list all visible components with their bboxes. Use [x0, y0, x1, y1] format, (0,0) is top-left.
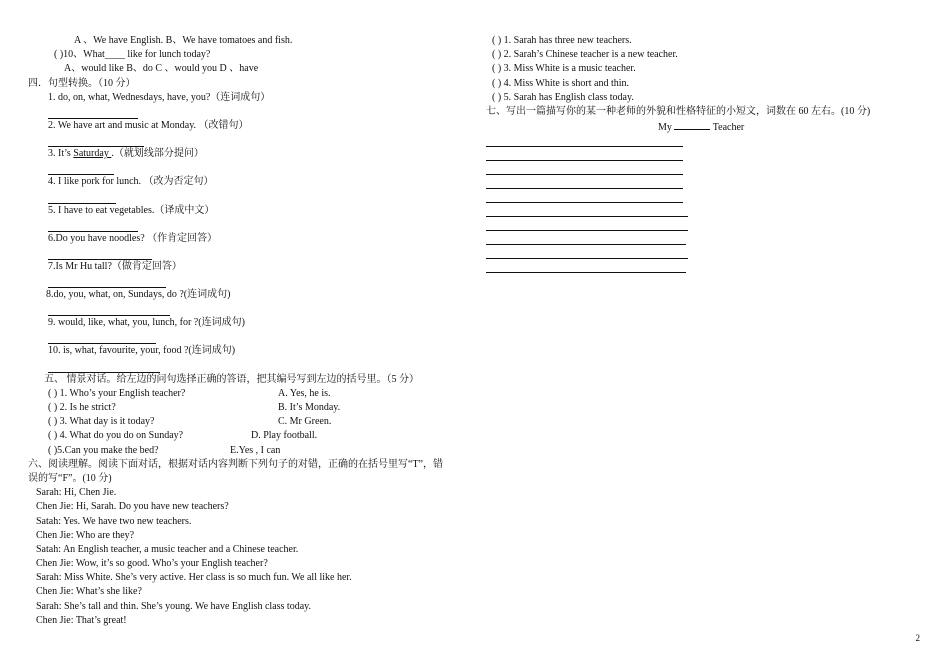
answer-line[interactable]: [48, 246, 152, 260]
dialogue-line: Satah: An English teacher, a music teacher and a Chinese teacher.: [36, 543, 299, 555]
tf-item-2: ( ) 2. Sarah’s Chinese teacher is a new teacher.: [492, 49, 678, 61]
dialogue-line: Chen Jie: Who are they?: [36, 529, 135, 541]
section-7-title: 七、写出一篇描写你的某一种老师的外貌和性格特征的小短文，词数在 60 左右。(10 分): [486, 105, 871, 117]
answer-line[interactable]: [48, 161, 114, 175]
essay-title-pre: My: [658, 122, 675, 134]
essay-line[interactable]: [486, 217, 688, 231]
section-6-title-line-1: 六、阅读理解。阅读下面对话，根据对话内容判断下列句子的对错，正确的在括号里写“T”，错: [28, 458, 443, 470]
left-column: [28, 34, 478, 628]
dialogue-match-row: [28, 429, 478, 443]
essay-line[interactable]: [486, 175, 683, 189]
right-column: [486, 34, 926, 273]
dialogue-line: Chen Jie: That’s great!: [36, 614, 127, 626]
answer-line[interactable]: [48, 105, 138, 119]
essay-line[interactable]: [486, 203, 688, 217]
dialogue-line: Sarah: Miss White. She’s very active. Her class is so much fun. We all like her.: [36, 572, 352, 584]
s4-item-4: 4. I like pork for lunch. （改为否定句）: [48, 176, 214, 188]
essay-line[interactable]: [486, 133, 683, 147]
essay-title-post: Teacher: [710, 122, 745, 134]
section-5-title: 五、 情景对话。给左边的问句选择正确的答语，把其编号写到左边的括号里。（5 分）: [44, 373, 419, 385]
essay-line[interactable]: [486, 259, 686, 273]
section-6-title-line-2: 误的写“F”。(10 分): [28, 472, 112, 484]
tf-item-4: ( ) 4. Miss White is short and thin.: [492, 77, 630, 89]
dialogue-line: Sarah: Hi, Chen Jie.: [36, 487, 117, 499]
page-number: 2: [915, 632, 920, 643]
s4-item-8: 8.do, you, what, on, Sundays, do ?(连词成句): [46, 289, 231, 301]
tf-item-1: ( ) 1. Sarah has three new teachers.: [492, 35, 632, 46]
underlined-word: Saturday: [73, 148, 112, 160]
s4-item-9: 9. would, like, what, you, lunch, for ?(连词成句): [48, 317, 245, 329]
essay-line[interactable]: [486, 189, 683, 203]
tf-item-5: ( ) 5. Sarah has English class today.: [492, 91, 634, 103]
match-question: ( ) 3. What day is it today?: [48, 416, 155, 428]
dialogue-line: Chen Jie: Hi, Sarah. Do you have new teachers?: [36, 501, 229, 513]
answer-line[interactable]: [48, 359, 160, 373]
dialogue-line: Satah: Yes. We have two new teachers.: [36, 515, 192, 527]
match-answer: C. Mr Green.: [278, 416, 332, 428]
match-answer: A. Yes, he is.: [278, 387, 331, 399]
s4-item-5: 5. I have to eat vegetables.（译成中文）: [48, 204, 215, 216]
s4-item-2: 2. We have art and music at Monday. （改错句）: [48, 119, 249, 131]
dialogue-line: Chen Jie: What’s she like?: [36, 586, 142, 598]
dialogue-match-row: [28, 444, 478, 458]
teacher-type-blank[interactable]: [674, 119, 710, 130]
s4-item-6: 6.Do you have noodles? （作肯定回答）: [48, 232, 218, 244]
dialogue-match-row: [28, 401, 478, 415]
match-question: ( ) 1. Who’s your English teacher?: [48, 387, 186, 399]
section-4-title: 四．句型转换。（10 分）: [28, 77, 136, 89]
answer-line[interactable]: [48, 302, 170, 316]
essay-title: [486, 119, 926, 133]
essay-line[interactable]: [486, 147, 683, 161]
tf-item-3: ( ) 3. Miss White is a music teacher.: [492, 63, 636, 75]
essay-line[interactable]: [486, 161, 683, 175]
answer-line[interactable]: [48, 218, 138, 232]
s4-item-3-pre: 3. It’s: [48, 148, 74, 160]
match-answer: E.Yes , I can: [230, 444, 281, 456]
match-question: ( )5.Can you make the bed?: [48, 444, 159, 456]
match-question: ( ) 4. What do you do on Sunday?: [48, 430, 184, 442]
dialogue-line: Sarah: She’s tall and thin. She’s young. We have English class today.: [36, 600, 311, 612]
q10-stem: ( )10、What____ like for lunch today?: [54, 49, 211, 61]
essay-line[interactable]: [486, 245, 688, 259]
dialogue-match-row: [28, 415, 478, 429]
essay-lines: [486, 133, 926, 273]
dialogue-line: Chen Jie: Wow, it’s so good. Who’s your English teacher?: [36, 558, 268, 570]
answer-line[interactable]: [48, 330, 156, 344]
answer-line[interactable]: [48, 190, 116, 204]
q9-options: A 、We have English. B、We have tomatoes and fish.: [74, 35, 293, 46]
s4-item-3-post: .（就划线部分提问）: [111, 148, 204, 160]
s4-item-3: [28, 147, 478, 161]
match-answer: B. It’s Monday.: [278, 402, 341, 413]
essay-line[interactable]: [486, 231, 686, 245]
answer-line[interactable]: [48, 274, 166, 288]
s4-item-1: 1. do, on, what, Wednesdays, have, you?（连词成句）: [48, 91, 271, 103]
q10-options: A、would like B、do C 、would you D 、have: [64, 63, 259, 75]
s4-item-10: 10. is, what, favourite, your, food ?(连词成句): [48, 345, 236, 357]
s4-item-7: 7.Is Mr Hu tall?（做肯定回答）: [48, 260, 182, 272]
dialogue-match-row: [28, 387, 478, 401]
match-answer: D. Play football.: [251, 430, 318, 442]
answer-line[interactable]: [48, 133, 144, 147]
match-question: ( ) 2. Is he strict?: [48, 402, 116, 413]
